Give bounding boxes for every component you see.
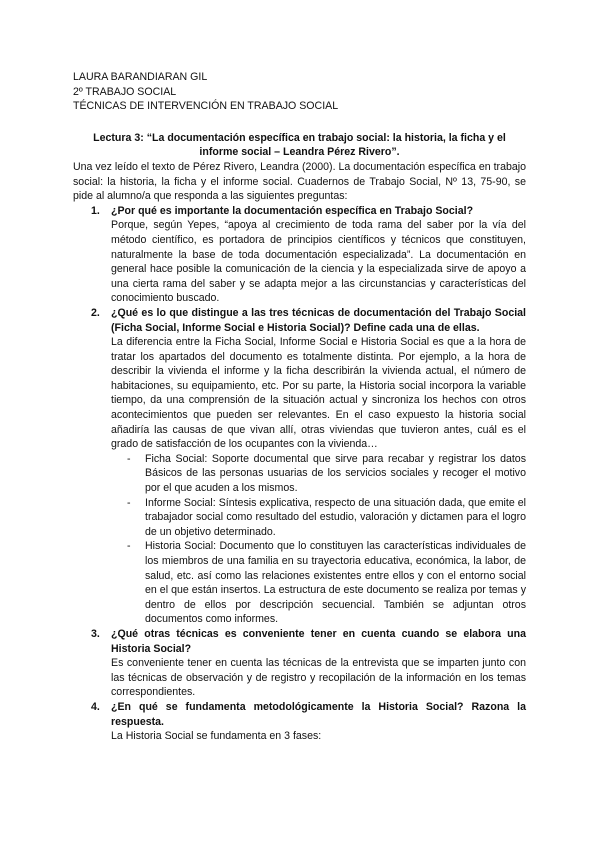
definition-informe-social bbox=[111, 496, 526, 540]
question-1 bbox=[73, 204, 526, 306]
question-title: ¿Por qué es importante la documentación específica en Trabajo Social? bbox=[111, 204, 474, 217]
question-title: ¿En qué se fundamenta metodológicamente la Historia Social? Razona la respuesta. bbox=[111, 700, 526, 728]
course-line: 2º TRABAJO SOCIAL bbox=[73, 85, 177, 98]
question-number: 3. bbox=[91, 627, 100, 640]
question-answer: La Historia Social se fundamenta en 3 fases: bbox=[111, 730, 322, 743]
question-number: 1. bbox=[91, 204, 100, 217]
question-3 bbox=[73, 627, 526, 700]
definition-text: Informe Social: Síntesis explicativa, respecto de una situación dada, que emite el trabajador social como resultado del estudio, valoración y dictamen para el logro de un objetivo determinado. bbox=[145, 496, 526, 538]
subject-line: TÉCNICAS DE INTERVENCIÓN EN TRABAJO SOCIAL bbox=[73, 100, 339, 113]
definition-text: Ficha Social: Soporte documental que sirve para recabar y registrar los datos Básicos de las personas usuarias de los servicios sociales y recoger el motivo por el que acuden a los mismos. bbox=[145, 452, 526, 495]
definition-list bbox=[111, 452, 526, 627]
bullet-dash: - bbox=[127, 452, 131, 465]
question-answer: La diferencia entre la Ficha Social, Informe Social e Historia Social es que a la hora de tratar los apartados del documento es totalmente distinta. Por ejemplo, a la hora de describir la vivienda el informe y la ficha describirán la vivienda actual, el número de habitaciones, su equipamiento, etc. Por su parte, la Historia social incorpora la variable tiempo, da una comprensión de la situación actual y sincroniza los hechos con otros acontecimientos que pueden ser relevantes. En el caso expuesto la historia social añadiría las causas de que vivan allí, otras viviendas que tuvieron antes, cuál es el grado de satisfacción de los ocupantes con la vivienda… bbox=[111, 336, 526, 451]
question-title: ¿Qué es lo que distingue a las tres técnicas de documentación del Trabajo Social (Ficha Social, Informe Social e Historia Social)? Define cada una de ellas. bbox=[111, 306, 526, 334]
document-header bbox=[73, 70, 526, 114]
question-2 bbox=[73, 306, 526, 627]
question-number: 2. bbox=[91, 306, 100, 319]
bullet-dash: - bbox=[127, 496, 131, 509]
document-page bbox=[73, 70, 526, 744]
question-answer: Es conveniente tener en cuenta las técnicas de la entrevista que se imparten junto con las técnicas de observación y de registro y recopilación de la información en los temas correspondientes. bbox=[111, 657, 526, 699]
question-number: 4. bbox=[91, 700, 100, 713]
bullet-dash: - bbox=[127, 540, 131, 553]
definition-text: Historia Social: Documento que lo constituyen las características individuales de los miembros de una familia en su trayectoria educativa, económica, la labor, de salud, etc. así como las relaciones existentes entre ellos y con el entorno social en el que están insertos. La estructura de este documento se realiza por temas y dentro de ellos por descripción secuencial. También se adjuntan otros documentos como informes. bbox=[145, 540, 526, 626]
question-answer: Porque, según Yepes, “apoya al crecimiento de toda rama del saber por la vía del método científico, es portadora de principios científicos y técnicos que constituyen, naturalmente la base de toda documentación especializada”. La documentación en general hace posible la comunicación de la ciencia y la especializada sirve de apoyo a una cierta rama del saber y se adapta mejor a las circunstancias y características del conocimiento buscado. bbox=[111, 219, 526, 305]
question-4 bbox=[73, 700, 526, 744]
document-title: Lectura 3: “La documentación específica en trabajo social: la historia, la ficha y el informe social – Leandra Pérez Rivero”. bbox=[93, 131, 506, 159]
definition-historia-social bbox=[111, 539, 526, 627]
question-title: ¿Qué otras técnicas es conveniente tener en cuenta cuando se elabora una Historia Social? bbox=[111, 627, 526, 655]
definition-ficha-social bbox=[111, 452, 526, 496]
author-name: LAURA BARANDIARAN GIL bbox=[73, 71, 208, 83]
intro-paragraph: Una vez leído el texto de Pérez Rivero, Leandra (2000). La documentación específica en trabajo social: la historia, la ficha y el informe social. Cuadernos de Trabajo Social, Nº 13, 75-90, se pide al alumno/a que responda a las siguientes preguntas: bbox=[73, 160, 526, 203]
